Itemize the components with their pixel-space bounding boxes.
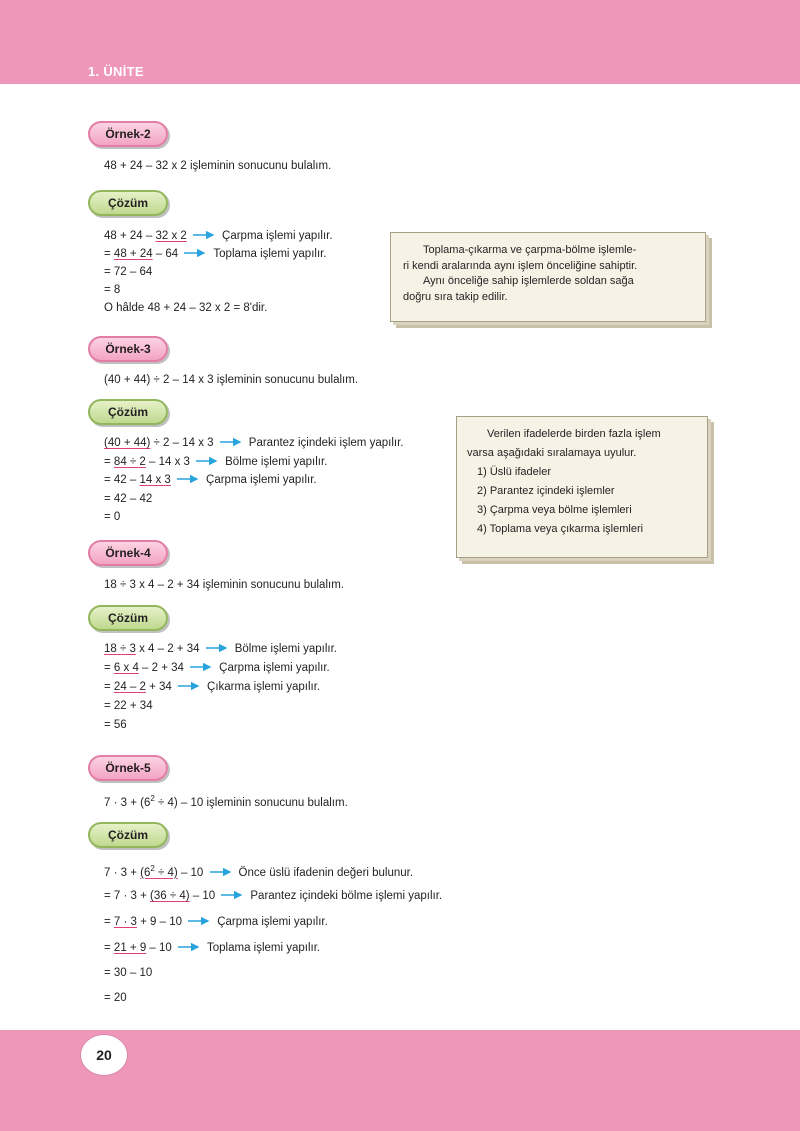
example-5-step-2 — [104, 890, 442, 902]
exponent: 2 — [150, 864, 155, 873]
example-3-step-4: = 42 – 42 — [104, 493, 153, 505]
step-note: Çarpma işlemi yapılır. — [222, 230, 333, 242]
step-underlined: 24 – 2 — [113, 681, 146, 693]
step-expression-rest: x 4 – 2 + 34 — [135, 643, 200, 655]
note-line: ri kendi aralarında aynı işlem önceliğine sahiptir. — [403, 259, 638, 272]
example-4-step-1 — [104, 643, 337, 655]
arrow-right-icon — [196, 456, 222, 466]
step-expression-rest: ÷ 2 – 14 x 3 — [150, 437, 214, 449]
step-expression: = — [104, 681, 114, 693]
example-5-step-5: = 30 – 10 — [104, 967, 153, 979]
arrow-right-icon — [184, 248, 210, 258]
example-2-problem: 48 + 24 – 32 x 2 işleminin sonucunu bulalım. — [104, 160, 332, 172]
example-5-step-1 — [104, 864, 413, 879]
step-underlined: 18 ÷ 3 — [104, 643, 136, 655]
step-underlined: 21 + 9 — [113, 942, 147, 954]
step-expression-rest: – 10 — [146, 942, 172, 954]
example-2-step-3: = 72 – 64 — [104, 266, 153, 278]
arrow-right-icon — [178, 681, 204, 691]
step-expression-rest: – 14 x 3 — [145, 456, 190, 468]
example-2-label: Örnek-2 — [88, 121, 168, 147]
arrow-right-icon — [193, 230, 219, 240]
example-5-step-4 — [104, 942, 320, 954]
step-note: Çarpma işlemi yapılır. — [219, 662, 330, 674]
step-expression: = — [104, 456, 114, 468]
step-note: Parantez içindeki işlem yapılır. — [248, 437, 404, 449]
note-line: varsa aşağıdaki sıralamaya uyulur. — [467, 447, 637, 459]
arrow-right-icon — [178, 942, 204, 952]
step-underlined — [140, 864, 178, 879]
example-2-solution-label: Çözüm — [88, 190, 168, 216]
unit-label: 1. ÜNİTE — [88, 64, 144, 79]
example-4-problem: 18 ÷ 3 x 4 – 2 + 34 işleminin sonucunu bulalım. — [104, 579, 344, 591]
example-2-step-1 — [104, 230, 333, 242]
example-5-solution-label: Çözüm — [88, 822, 168, 848]
example-3-step-5: = 0 — [104, 511, 121, 523]
rule-note-1 — [390, 232, 706, 322]
step-note: Önce üslü ifadenin değeri bulunur. — [238, 866, 414, 879]
example-2-step-2 — [104, 248, 327, 260]
step-expression: = — [104, 248, 114, 260]
example-3-step-1 — [104, 437, 403, 449]
example-5-label: Örnek-5 — [88, 755, 168, 781]
example-3-solution-label: Çözüm — [88, 399, 168, 425]
problem-text-rest: ÷ 4) – 10 işleminin sonucunu bulalım. — [154, 796, 348, 809]
example-5-problem — [104, 794, 348, 809]
step-expression-rest: – 64 — [152, 248, 179, 260]
arrow-right-icon — [190, 662, 216, 672]
arrow-right-icon — [221, 890, 247, 900]
example-3-step-3 — [104, 474, 317, 486]
underlined-part: (6 — [140, 866, 151, 879]
note-line: Toplama-çıkarma ve çarpma-bölme işlemle- — [423, 244, 637, 256]
example-4-step-2 — [104, 662, 330, 674]
example-5-step-6: = 20 — [104, 992, 127, 1004]
step-expression: = — [104, 916, 114, 928]
step-expression: 48 + 24 – — [104, 230, 156, 242]
step-expression-rest: + 34 — [145, 681, 172, 693]
arrow-right-icon — [177, 474, 203, 484]
step-note: Toplama işlemi yapılır. — [213, 248, 327, 260]
step-expression: 7 · 3 + — [104, 866, 141, 879]
example-2-conclusion: O hâlde 48 + 24 – 32 x 2 = 8'dir. — [104, 302, 268, 314]
step-underlined: 32 x 2 — [155, 230, 187, 242]
example-4-step-5: = 56 — [104, 719, 127, 731]
note-line: doğru sıra takip edilir. — [403, 290, 508, 303]
note-list-item: 1) Üslü ifadeler — [477, 466, 551, 478]
page-number: 20 — [80, 1034, 128, 1076]
example-4-step-4: = 22 + 34 — [104, 700, 153, 712]
note-list-item: 2) Parantez içindeki işlemler — [477, 485, 615, 497]
step-underlined: 48 + 24 — [113, 248, 153, 260]
step-note: Parantez içindeki bölme işlemi yapılır. — [250, 890, 443, 902]
arrow-right-icon — [210, 867, 236, 877]
step-note: Çarpma işlemi yapılır. — [206, 474, 317, 486]
problem-text: 7 · 3 + (6 — [104, 796, 151, 809]
step-note: Toplama işlemi yapılır. — [207, 942, 321, 954]
step-underlined: 84 ÷ 2 — [113, 456, 146, 468]
step-underlined: (36 ÷ 4) — [150, 890, 190, 902]
step-expression: = 7 · 3 + — [104, 890, 151, 902]
step-expression: = — [104, 662, 114, 674]
arrow-right-icon — [206, 643, 232, 653]
note-list-item: 3) Çarpma veya bölme işlemleri — [477, 504, 632, 516]
arrow-right-icon — [220, 437, 246, 447]
step-underlined: 14 x 3 — [139, 474, 171, 486]
note-line: Aynı önceliğe sahip işlemlerde soldan sağa — [423, 275, 634, 287]
rule-note-2 — [456, 416, 708, 558]
step-underlined: (40 + 44) — [104, 437, 151, 449]
step-note: Bölme işlemi yapılır. — [225, 456, 328, 468]
exponent: 2 — [150, 794, 155, 803]
step-expression: = 42 – — [104, 474, 140, 486]
step-underlined: 7 · 3 — [113, 916, 137, 928]
example-3-problem: (40 + 44) ÷ 2 – 14 x 3 işleminin sonucunu bulalım. — [104, 374, 359, 386]
example-2-step-4: = 8 — [104, 284, 121, 296]
example-5-step-3 — [104, 916, 328, 928]
step-expression: = — [104, 942, 114, 954]
example-4-label: Örnek-4 — [88, 540, 168, 566]
step-underlined: 6 x 4 — [113, 662, 139, 674]
example-4-solution-label: Çözüm — [88, 605, 168, 631]
step-note: Çarpma işlemi yapılır. — [217, 916, 328, 928]
note-line: Verilen ifadelerde birden fazla işlem — [487, 428, 661, 440]
example-3-label: Örnek-3 — [88, 336, 168, 362]
step-expression-rest: – 10 — [189, 890, 216, 902]
note-list-item: 4) Toplama veya çıkarma işlemleri — [477, 523, 644, 535]
step-expression-rest: – 2 + 34 — [138, 662, 184, 674]
step-expression-rest: – 10 — [177, 866, 204, 879]
underlined-part-rest: ÷ 4) — [154, 866, 178, 879]
step-expression-rest: + 9 – 10 — [136, 916, 183, 928]
example-3-step-2 — [104, 456, 327, 468]
step-note: Çıkarma işlemi yapılır. — [207, 681, 321, 693]
example-4-step-3 — [104, 681, 320, 693]
arrow-right-icon — [188, 916, 214, 926]
step-note: Bölme işlemi yapılır. — [234, 643, 337, 655]
